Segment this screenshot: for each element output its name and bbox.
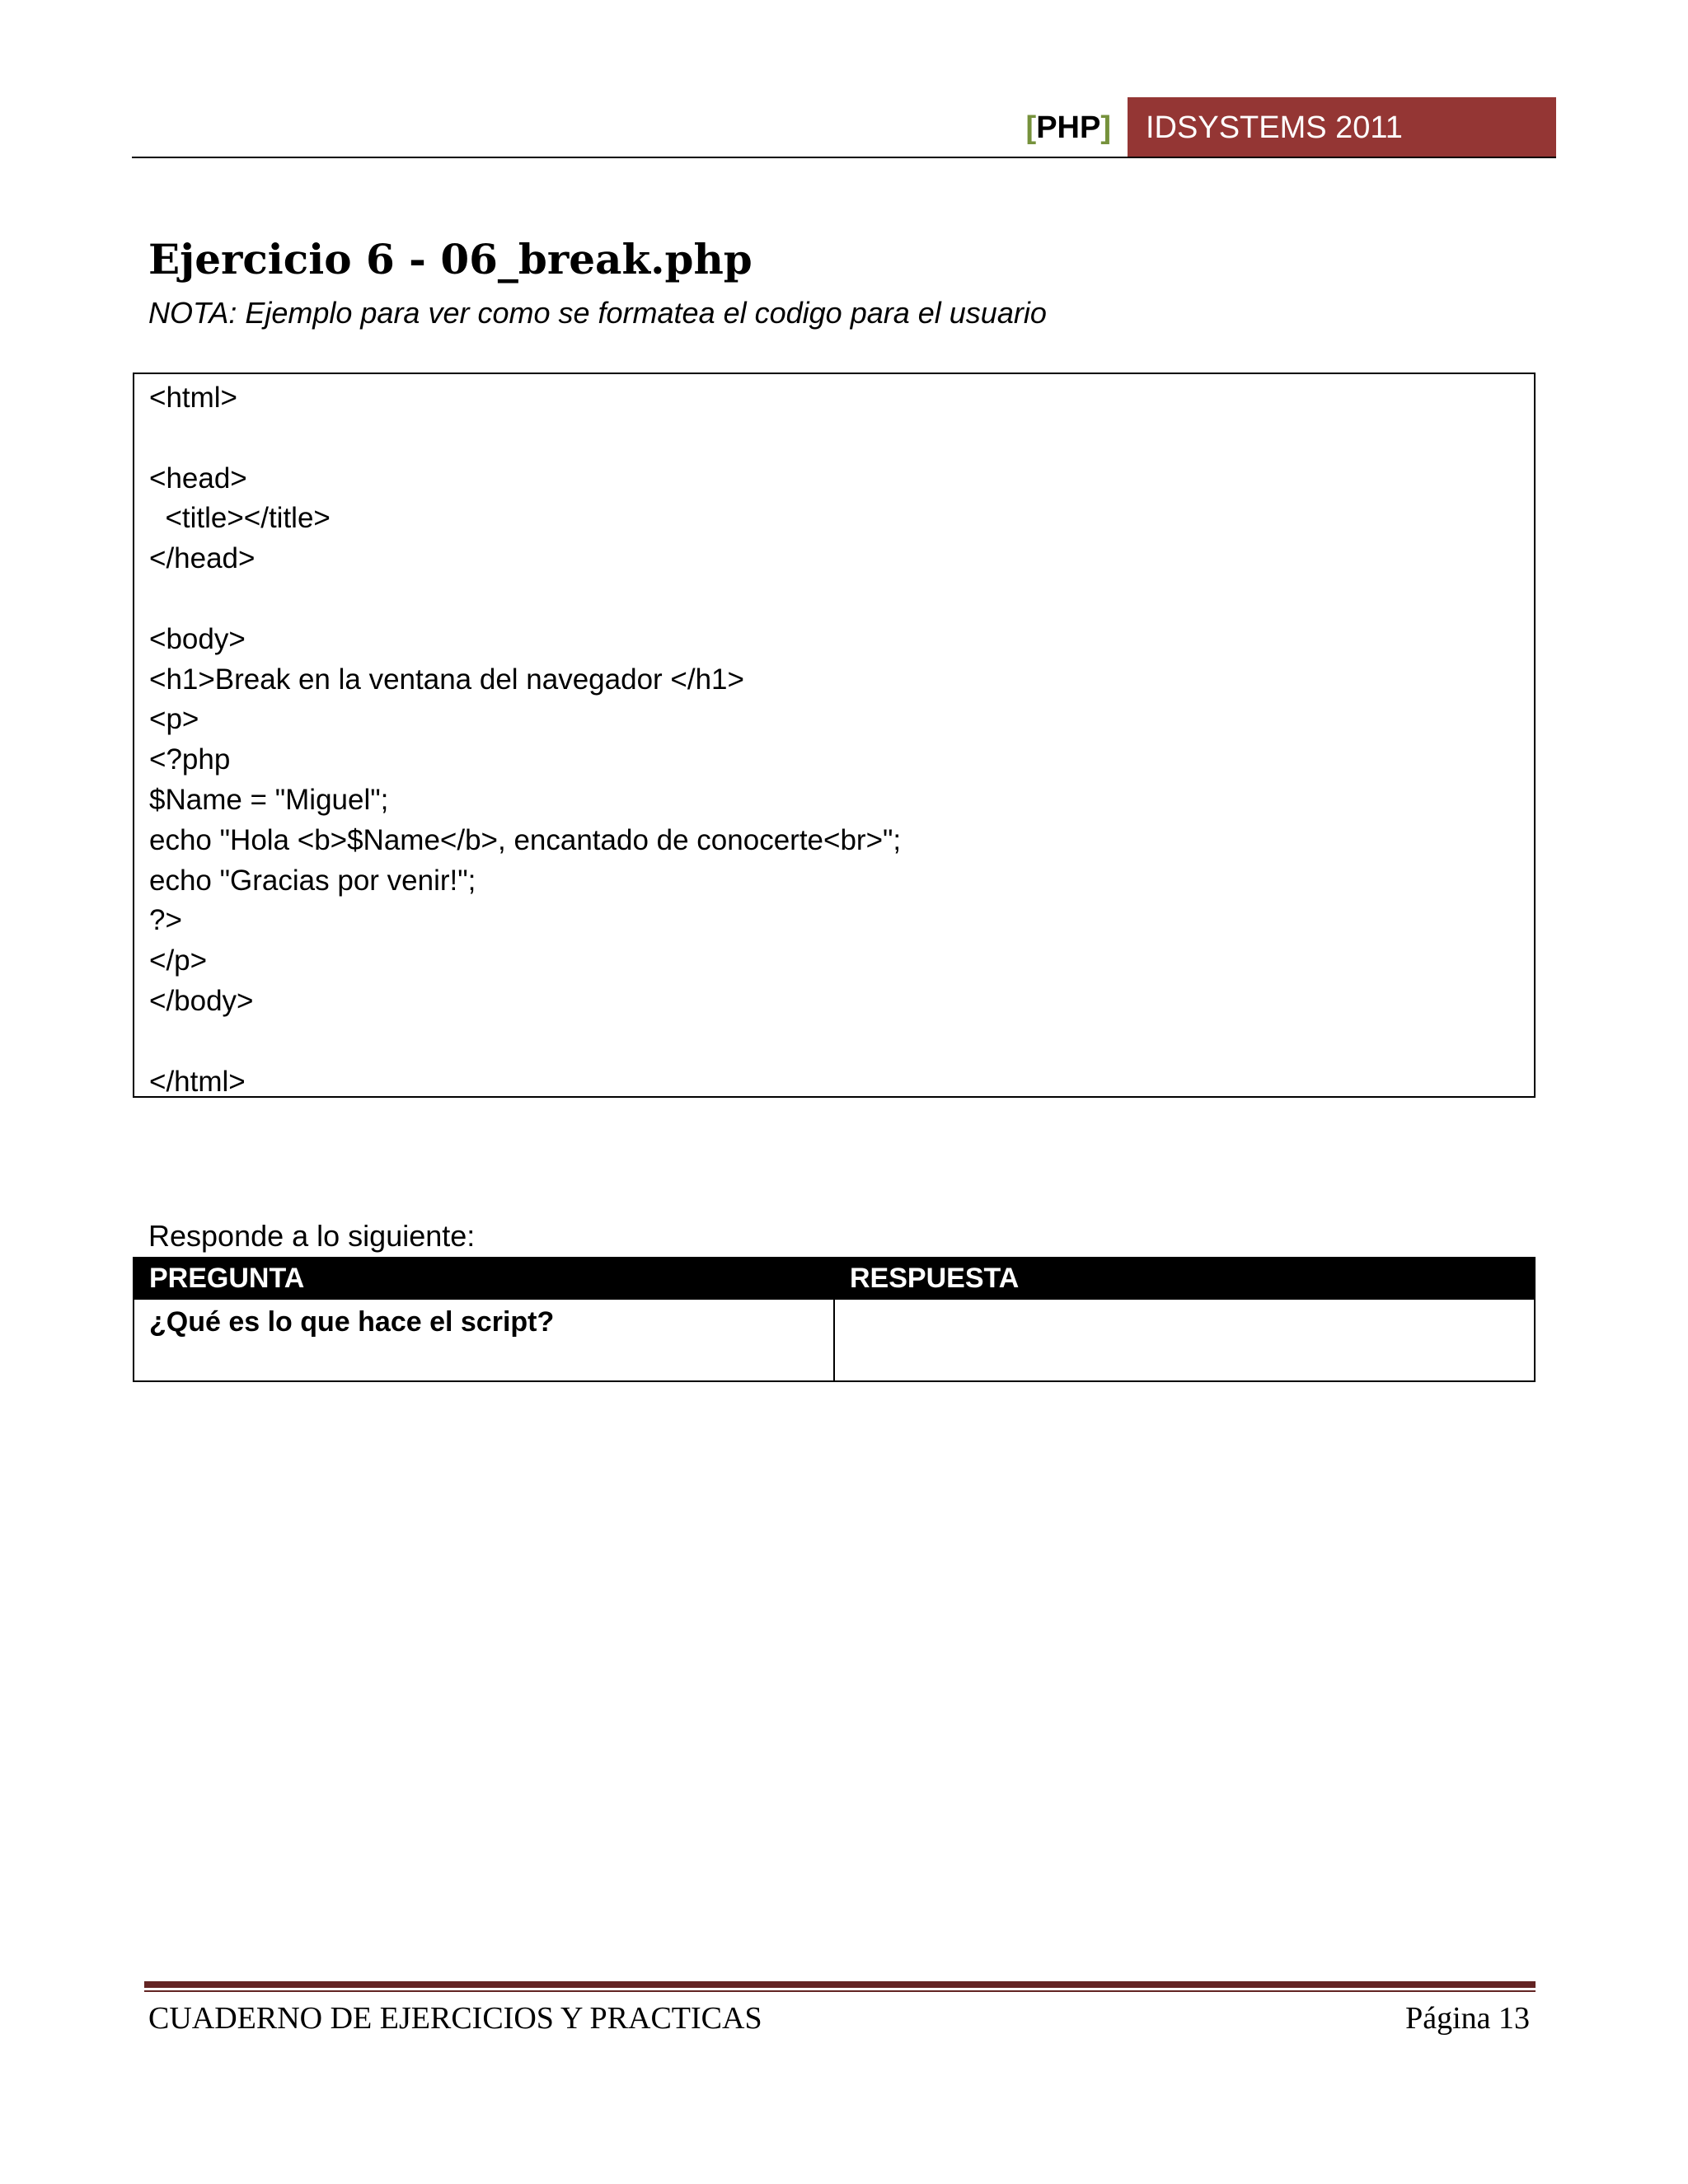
code-line: echo "Gracias por venir!"; [149,864,476,897]
code-line: ?> [149,904,182,937]
questions-intro: Responde a lo siguiente: [148,1219,476,1253]
code-line: </body> [149,984,254,1017]
code-line: <p> [149,703,199,736]
bracket-open: [ [1025,110,1037,145]
code-line: <h1>Break en la ventana del navegador </h1> [149,663,744,696]
code-line: <body> [149,622,246,655]
code-line: </html> [149,1065,246,1098]
footer-rule-thin [144,1990,1536,1992]
answer-cell[interactable] [834,1299,1535,1381]
code-line: </p> [149,944,208,977]
header-tag [1026,107,1111,148]
code-line: <html> [149,382,237,414]
bracket-close: ] [1100,110,1111,145]
table-header-row [134,1258,1535,1299]
footer-title: CUADERNO DE EJERCICIOS Y PRACTICAS [148,2001,762,2036]
page-header [132,97,1556,158]
code-line: <title></title> [149,502,331,535]
footer-rule-thick [144,1981,1536,1988]
code-line: echo "Hola <b>$Name</b>, encantado de conocerte<br>"; [149,823,902,856]
code-line [149,579,1534,620]
code-line [149,419,1534,459]
page-number: Página 13 [1405,2001,1530,2036]
header-band: IDSYSTEMS 2011 [1128,97,1556,158]
exercise-title: Ejercicio 6 - 06_break.php [148,235,753,284]
question-cell: ¿Qué es lo que hace el script? [134,1299,834,1381]
header-rule [132,157,1556,158]
table-row [134,1299,1535,1381]
code-line: $Name = "Miguel"; [149,783,389,816]
code-line: </head> [149,542,256,575]
code-line: <head> [149,462,247,494]
exercise-note: NOTA: Ejemplo para ver como se formatea el codigo para el usuario [148,296,1047,330]
column-header-answer: RESPUESTA [834,1258,1535,1299]
questions-table [133,1257,1536,1382]
header-tag-text: PHP [1036,110,1101,145]
code-line: <?php [149,743,231,776]
column-header-question: PREGUNTA [134,1258,834,1299]
code-line [149,1022,1534,1062]
code-listing [133,373,1536,1098]
